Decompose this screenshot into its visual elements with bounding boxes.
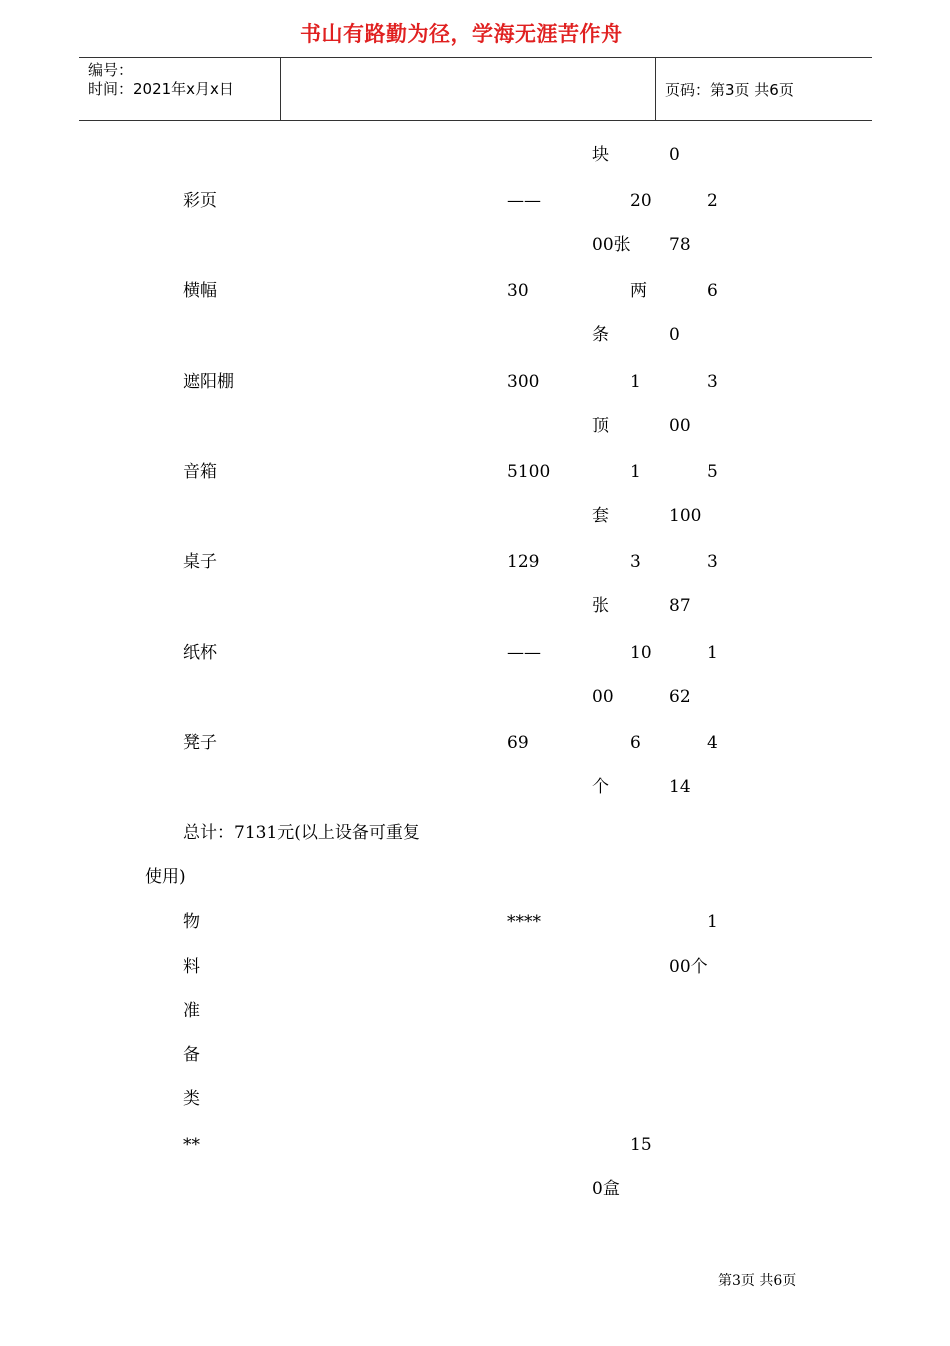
section-label-char: 料: [183, 957, 200, 977]
cell-unit: 个: [592, 777, 609, 797]
header-page-info: 页码：第3页 共6页: [665, 81, 794, 99]
cell-total: 5: [707, 462, 718, 482]
cell-total: 14: [669, 777, 691, 797]
page-footer: 第3页 共6页: [718, 1273, 797, 1289]
item-price: 30: [507, 281, 529, 301]
item-name: 音箱: [183, 462, 217, 482]
material-spec: ****: [507, 912, 541, 932]
cell-total: 0: [669, 325, 680, 345]
cell-quantity: 00: [592, 687, 614, 707]
item-price: ——: [507, 643, 541, 663]
cell-total: 2: [707, 191, 718, 211]
section-label-char: 类: [183, 1089, 200, 1109]
item-price: 300: [507, 372, 540, 392]
cell-quantity: 10: [630, 643, 652, 663]
cell-quantity: 1: [630, 462, 641, 482]
material-quantity: 00个: [669, 957, 708, 977]
cell-total: 3: [707, 552, 718, 572]
material-quantity: 1: [707, 912, 718, 932]
cell-total: 6: [707, 281, 718, 301]
item-name: 桌子: [183, 552, 217, 572]
cell-unit: 块: [592, 145, 609, 165]
serial-label: 编号：: [88, 61, 134, 79]
total-line: 总计：7131元(以上设备可重复: [183, 823, 420, 843]
cell-quantity: 3: [630, 552, 641, 572]
material-quantity: 0盒: [592, 1179, 620, 1199]
cell-unit: 张: [592, 596, 609, 616]
section-label-char: 备: [183, 1045, 200, 1065]
cell-quantity: 00张: [592, 235, 631, 255]
item-name: 横幅: [183, 281, 217, 301]
item-name: 凳子: [183, 733, 217, 753]
cell-quantity: 6: [630, 733, 641, 753]
cell-total: 78: [669, 235, 691, 255]
cell-total: 0: [669, 145, 680, 165]
total-line-continued: 使用): [145, 867, 186, 887]
material-item-name: **: [183, 1135, 200, 1155]
section-label-char: 物: [183, 912, 200, 932]
material-quantity: 15: [630, 1135, 652, 1155]
cell-unit: 条: [592, 325, 609, 345]
header-divider: [655, 58, 656, 120]
cell-total: 62: [669, 687, 691, 707]
item-price: 129: [507, 552, 540, 572]
cell-total: 1: [707, 643, 718, 663]
cell-quantity: 1: [630, 372, 641, 392]
item-price: 69: [507, 733, 529, 753]
cell-total: 100: [669, 506, 702, 526]
cell-quantity: 两: [630, 281, 647, 301]
item-name: 彩页: [183, 191, 217, 211]
header-divider: [280, 58, 281, 120]
section-label-char: 准: [183, 1001, 200, 1021]
header-motto: 书山有路勤为径，学海无涯苦作舟: [300, 22, 623, 46]
item-price: ——: [507, 191, 541, 211]
cell-total: 3: [707, 372, 718, 392]
time-label: 时间：2021年x月x日: [88, 80, 234, 98]
item-name: 纸杯: [183, 643, 217, 663]
cell-total: 4: [707, 733, 718, 753]
cell-unit: 顶: [592, 416, 609, 436]
cell-total: 00: [669, 416, 691, 436]
item-name: 遮阳棚: [183, 372, 234, 392]
item-price: 5100: [507, 462, 551, 482]
cell-unit: 套: [592, 506, 609, 526]
cell-quantity: 20: [630, 191, 652, 211]
cell-total: 87: [669, 596, 691, 616]
